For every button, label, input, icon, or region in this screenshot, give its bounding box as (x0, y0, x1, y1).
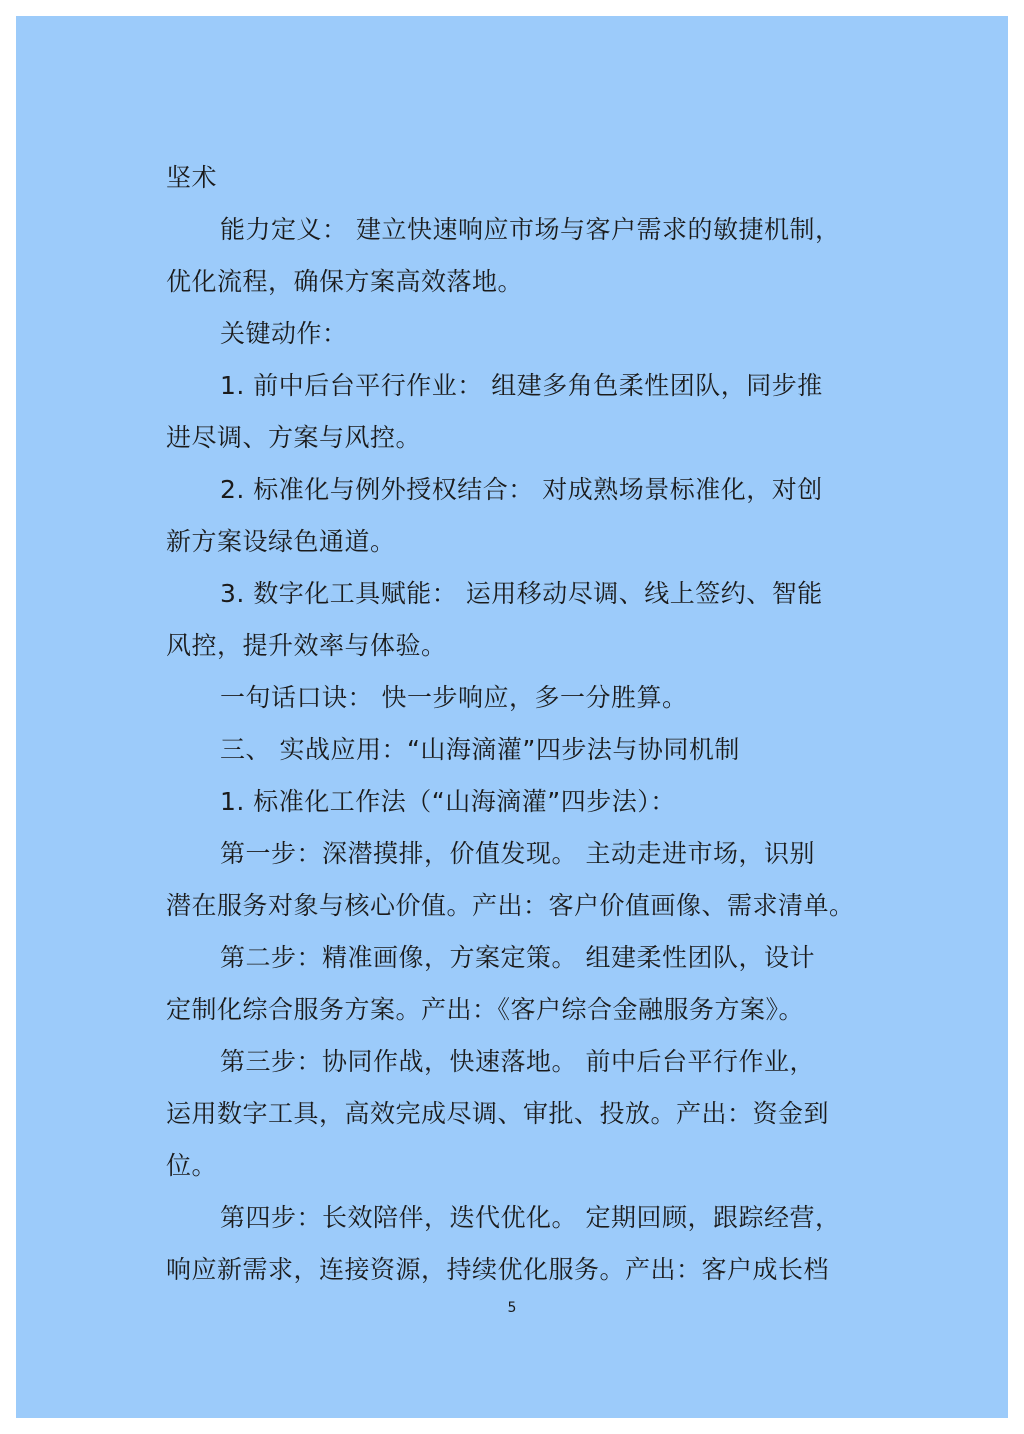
text-line: 优化流程，确保方案高效落地。 (166, 267, 524, 296)
page-number: 5 (507, 1300, 517, 1316)
text-line: 风控，提升效率与体验。 (166, 631, 447, 660)
text-line: 关键动作： (220, 319, 348, 348)
text-line: 3. 数字化工具赋能： 运用移动尽调、线上签约、智能 (220, 579, 823, 608)
text-line: 1. 标准化工作法（“山海滴灌”四步法）： (220, 787, 676, 816)
text-line: 第二步：精准画像，方案定策。 组建柔性团队，设计 (220, 943, 815, 972)
document-page (16, 16, 1008, 1418)
text-line: 第四步：长效陪伴，迭代优化。 定期回顾，跟踪经营， (220, 1203, 841, 1232)
text-line: 运用数字工具，高效完成尽调、审批、投放。产出：资金到 (166, 1099, 830, 1128)
text-line: 位。 (166, 1151, 218, 1180)
text-line: 新方案设绿色通道。 (166, 527, 396, 556)
text-line: 坚术 (166, 163, 218, 192)
text-line: 第一步：深潜摸排，价值发现。 主动走进市场，识别 (220, 839, 815, 868)
text-line: 第三步：协同作战，快速落地。 前中后台平行作业， (220, 1047, 815, 1076)
text-line: 2. 标准化与例外授权结合： 对成熟场景标准化，对创 (220, 475, 823, 504)
text-line: 1. 前中后台平行作业： 组建多角色柔性团队，同步推 (220, 371, 823, 400)
text-line: 潜在服务对象与核心价值。产出：客户价值画像、需求清单。 (166, 891, 855, 920)
body-text (166, 152, 866, 1296)
section-heading: 三、 实战应用：“山海滴灌”四步法与协同机制 (220, 735, 740, 764)
text-line: 定制化综合服务方案。产出：《客户综合金融服务方案》。 (166, 995, 805, 1024)
text-line: 能力定义： 建立快速响应市场与客户需求的敏捷机制， (220, 215, 841, 244)
text-line: 响应新需求，连接资源，持续优化服务。产出：客户成长档 (166, 1255, 830, 1284)
text-line: 进尽调、方案与风控。 (166, 423, 422, 452)
text-line: 一句话口诀： 快一步响应，多一分胜算。 (220, 683, 688, 712)
